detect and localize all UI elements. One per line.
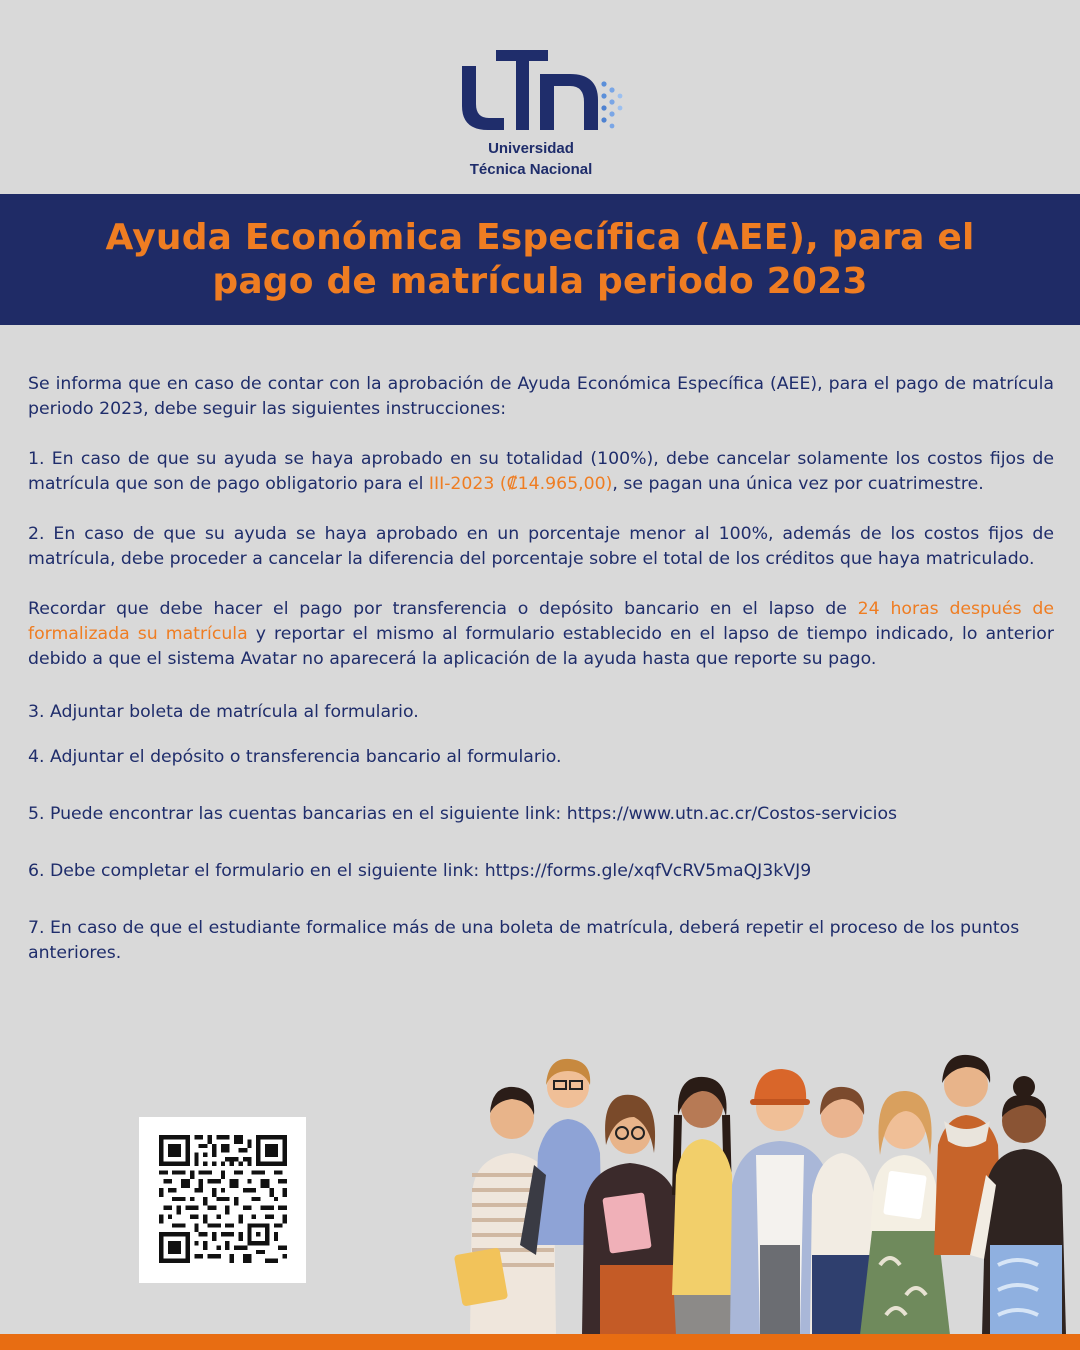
item1-highlight: III-2023 (₡14.965,00) — [428, 474, 613, 494]
utn-logo-mark — [458, 44, 628, 139]
intro-paragraph: Se informa que en caso de contar con la aprobación de Ayuda Económica Específica (AEE), para el pago de matrícula periodo 2023, debe seguir las siguientes instrucciones: — [28, 374, 1054, 419]
instruction-item-3: 3. Adjuntar boleta de matrícula al formulario. — [28, 702, 419, 722]
university-name-line1: Universidad — [488, 140, 574, 157]
university-name — [458, 138, 604, 180]
reminder-text-before: Recordar que debe hacer el pago por transferencia o depósito bancario en el lapso de — [28, 599, 858, 619]
students-illustration-drawing — [450, 1045, 1080, 1335]
instruction-item-4: 4. Adjuntar el depósito o transferencia bancario al formulario. — [28, 747, 562, 767]
student-figure — [582, 1095, 680, 1335]
item1-text-before: 1. En caso de que su ayuda se haya aprobado en su totalidad (100%), debe cancelar solamente los costos fijos de matrícula que son de pago obligatorio para el — [28, 449, 1054, 494]
bottom-accent-bar — [0, 1334, 1080, 1350]
instructions — [28, 372, 1054, 966]
students-illustration — [450, 1045, 1080, 1335]
instruction-item-7: 7. En caso de que el estudiante formalice más de una boleta de matrícula, deberá repetir el proceso de los puntos anteriores. — [28, 918, 1020, 963]
reminder-highlight: 24 horas después de formalizada su matrícula — [28, 599, 1054, 644]
title-banner — [0, 194, 1080, 325]
page-title — [105, 216, 974, 304]
reminder-paragraph — [28, 597, 1054, 672]
instruction-item-2: 2. En caso de que su ayuda se haya aprobado en un porcentaje menor al 100%, además de los costos fijos de matrícula, debe proceder a cancelar la diferencia del porcentaje sobre el total de los créditos que haya matriculado. — [28, 524, 1054, 569]
university-name-line2: Técnica Nacional — [469, 161, 593, 178]
student-figure — [672, 1077, 736, 1335]
qr-code-pattern — [159, 1135, 287, 1263]
item1-text-after: , se pagan una única vez por cuatrimestre. — [612, 474, 984, 494]
title-line1: Ayuda Económica Específica (AEE), para el — [105, 216, 975, 258]
instruction-item-6: 6. Debe completar el formulario en el siguiente link: https://forms.gle/xqfVcRV5maQJ3kVJ9 — [28, 861, 812, 881]
title-line2: pago de matrícula periodo 2023 — [212, 260, 868, 302]
instruction-item-1 — [28, 447, 1054, 497]
instruction-item-5: 5. Puede encontrar las cuentas bancarias en el siguiente link: https://www.utn.ac.cr/Costos-servicios — [28, 804, 898, 824]
utn-logo — [458, 44, 628, 184]
qr-code[interactable] — [139, 1117, 306, 1283]
student-figure — [970, 1076, 1066, 1335]
reminder-text-after: y reportar el mismo al formulario establecido en el lapso de tiempo indicado, lo anterior debido a que el sistema Avatar no aparecerá la aplicación de la ayuda hasta que reporte su pago. — [28, 624, 1054, 669]
